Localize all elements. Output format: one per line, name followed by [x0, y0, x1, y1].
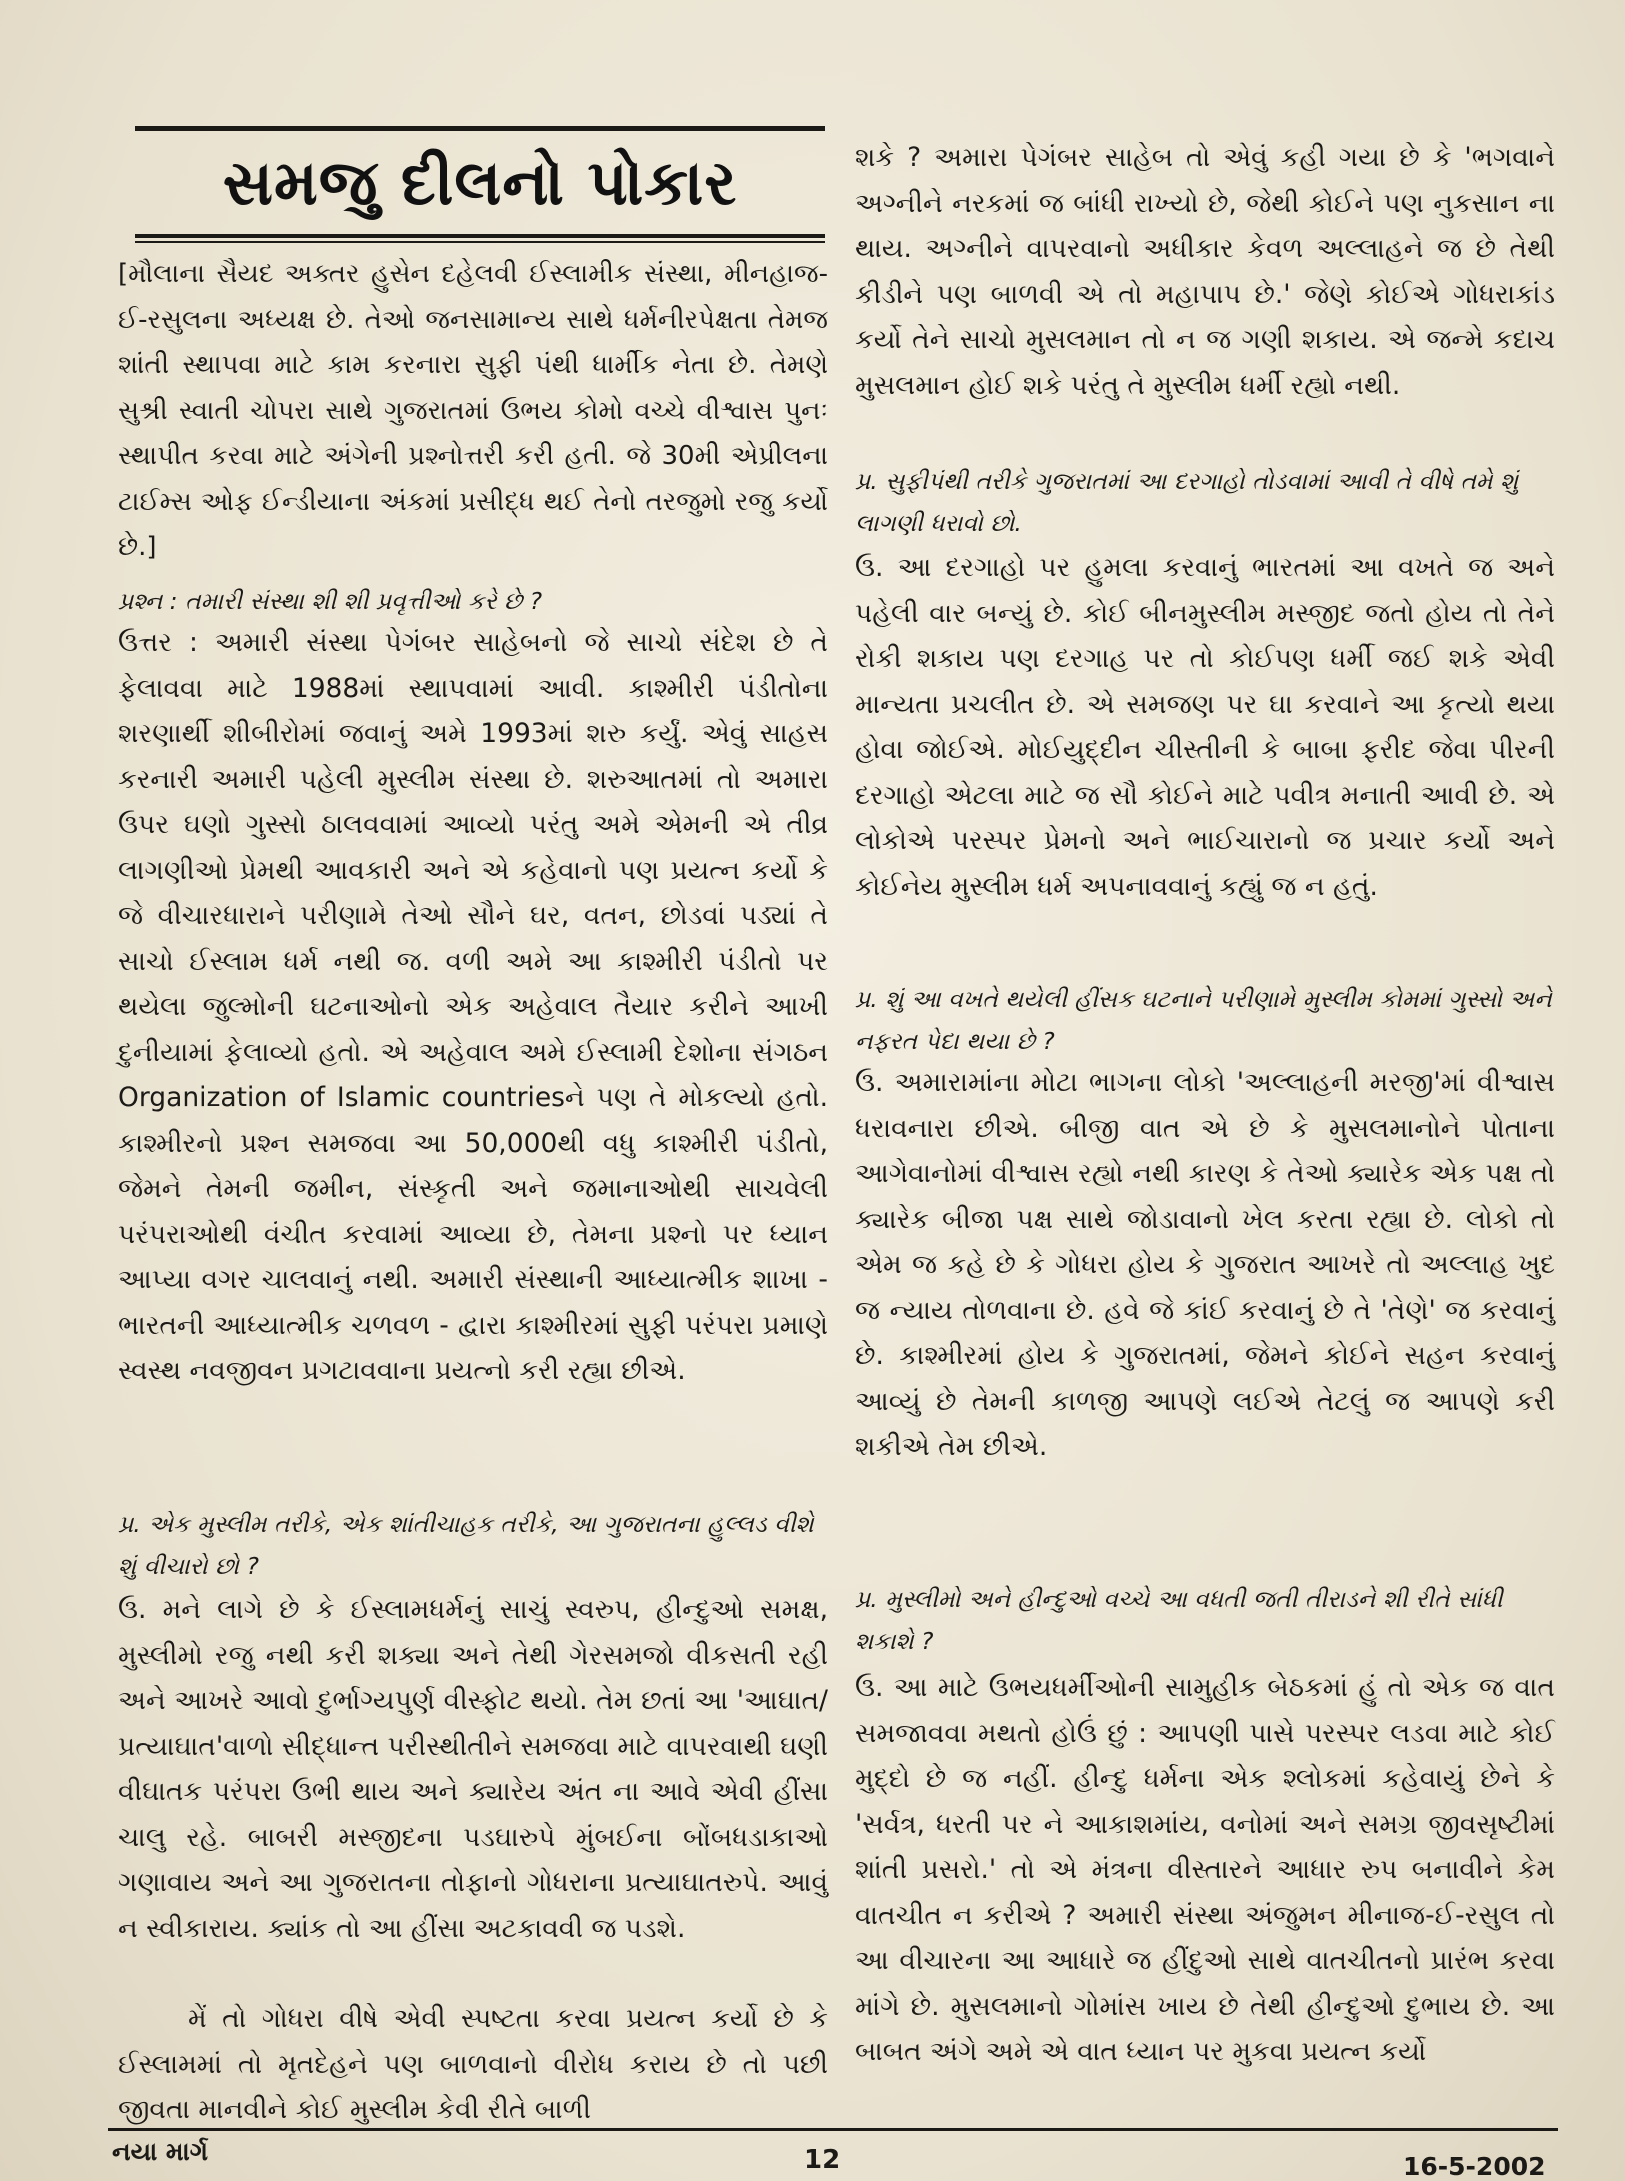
answer-2: ઉ. મને લાગે છે કે ઈસ્લામધર્મનું સાચું સ્વરુપ, હીન્દુઓ સમક્ષ, મુસ્લીમો રજુ નથી કરી શક્યા અને તેથી ગેરસમજો વીકસતી રહી અને આખરે આવો દુર્ભાગ્યપુર્ણ વીસ્ફોટ થયો. તેમ છતાં આ 'આઘાત/પ્રત્યાઘાત'વાળો સીદ્ધાન્ત પરીસ્થીતીને સમજવા માટે વાપરવાથી ઘણી વીઘાતક પરંપરા ઉભી થાય અને ક્યારેય અંત ના આવે એવી હીંસા ચાલુ રહે. બાબરી મસ્જીદના પડઘારુપે મુંબઈના બોંબધડાકાઓ ગણાવાય અને આ ગુજરાતના તોફાનો ગોધરાના પ્રત્યાઘાતરુપે. આવું ન સ્વીકારાય. ક્યાંક તો આ હીંસા અટકાવવી જ પડશે. [118, 1594, 828, 1944]
question-2: પ્ર. એક મુસ્લીમ તરીકે, એક શાંતીચાહક તરીકે, આ ગુજરાતના હુલ્લડ વીશે શું વીચારો છો ? [118, 1510, 814, 1580]
answer-2-end: શકે ? અમારા પેગંબર સાહેબ તો એવું કહી ગયા છે કે 'ભગવાને અગ્નીને નરકમાં જ બાંધી રાખ્યો છે, જેથી કોઈને પણ નુકસાન ના થાય. અગ્નીને વાપરવાનો અધીકાર કેવળ અલ્લાહને જ છે તેથી કીડીને પણ બાળવી એ તો મહાપાપ છે.' જેણે કોઈએ ગોધરાકાંડ કર્યો તેને સાચો મુસલમાન તો ન જ ગણી શકાય. એ જન્મે કદાચ મુસલમાન હોઈ શકે પરંતુ તે મુસ્લીમ ધર્મી રહ્યો નથી. [855, 142, 1555, 401]
question-5: પ્ર. મુસ્લીમો અને હીન્દુઓ વચ્ચે આ વધતી જતી તીરાડને શી રીતે સાંધી શકાશે ? [855, 1585, 1503, 1655]
issue-date: 16-5-2002 [1403, 2152, 1546, 2181]
answer-3: ઉ. આ દરગાહો પર હુમલા કરવાનું ભારતમાં આ વખતે જ અને પહેલી વાર બન્યું છે. કોઈ બીનમુસ્લીમ મસ્જીદ જતો હોય તો તેને રોકી શકાય પણ દરગાહ પર તો કોઈપણ ધર્મી જઈ શકે એવી માન્યતા પ્રચલીત છે. એ સમજણ પર ઘા કરવાને આ કૃત્યો થયા હોવા જોઈએ. મોઈયુદ્દીન ચીસ્તીની કે બાબા ફરીદ જેવા પીરની દરગાહો એટલા માટે જ સૌ કોઈને માટે પવીત્ર મનાતી આવી છે. એ લોકોએ પરસ્પર પ્રેમનો અને ભાઈચારાનો જ પ્રચાર કર્યો અને કોઈનેય મુસ્લીમ ધર્મ અપનાવવાનું કહ્યું જ ન હતું. [855, 552, 1555, 902]
answer-2-continued: મેં તો ગોધરા વીષે એવી સ્પષ્ટતા કરવા પ્રયત્ન કર્યો છે કે ઈસ્લામમાં તો મૃતદેહને પણ બાળવાનો વીરોધ કરાય છે તો પછી જીવતા માનવીને કોઈ મુસ્લીમ કેવી રીતે બાળી [118, 2003, 828, 2125]
article-title: સમજુ દીલનો પોકાર [222, 146, 738, 219]
answer-1: ઉત્તર : અમારી સંસ્થા પેગંબર સાહેબનો જે સાચો સંદેશ છે તે ફેલાવવા માટે 1988માં સ્થાપવામાં આવી. કાશ્મીરી પંડીતોના શરણાર્થી શીબીરોમાં જવાનું અમે 1993માં શરુ કર્યું. એવું સાહસ કરનારી અમારી પહેલી મુસ્લીમ સંસ્થા છે. શરુઆતમાં તો અમારા ઉપર ઘણો ગુસ્સો ઠાલવવામાં આવ્યો પરંતુ અમે એમની એ તીવ્ર લાગણીઓ પ્રેમથી આવકારી અને એ કહેવાનો પણ પ્રયત્ન કર્યો કે જે વીચારધારાને પરીણામે તેઓ સૌને ઘર, વતન, છોડવાં પડ્યાં તે સાચો ઈસ્લામ ધર્મ નથી જ. વળી અમે આ કાશ્મીરી પંડીતો પર થયેલા જુલ્મોની ઘટનાઓનો એક અહેવાલ તૈયાર કરીને આખી દુનીયામાં ફેલાવ્યો હતો. એ અહેવાલ અમે ઈસ્લામી દેશોના સંગઠન Organization of Islamic countriesને પણ તે મોકલ્યો હતો. કાશ્મીરનો પ્રશ્ન સમજવા આ 50,000થી વધુ કાશ્મીરી પંડીતો, જેમને તેમની જમીન, સંસ્કૃતી અને જમાનાઓથી સાચવેલી પરંપરાઓથી વંચીત કરવામાં આવ્યા છે, તેમના પ્રશ્નો પર ધ્યાન આપ્યા વગર ચાલવાનું નથી. અમારી સંસ્થાની આધ્યાત્મીક શાખા - ભારતની આધ્યાત્મીક ચળવળ - દ્વારા કાશ્મીરમાં સુફી પરંપરા પ્રમાણે સ્વસ્થ નવજીવન પ્રગટાવવાના પ્રયત્નો કરી રહ્યા છીએ. [118, 627, 828, 1386]
footer-rule [108, 2128, 1558, 2131]
title-box [135, 128, 825, 238]
page-number: 12 [804, 2145, 841, 2175]
article-intro: [મૌલાના સૈયદ અક્તર હુસેન દહેલવી ઈસ્લામીક સંસ્થા, મીનહાજ-ઈ-રસુલના અધ્યક્ષ છે. તેઓ જનસામાન્ય સાથે ધર્મનીરપેક્ષતા તેમજ શાંતી સ્થાપવા માટે કામ કરનારા સુફી પંથી ધાર્મીક નેતા છે. તેમણે સુશ્રી સ્વાતી ચોપરા સાથે ગુજરાતમાં ઉભય કોમો વચ્ચે વીશ્વાસ પુનઃ સ્થાપીત કરવા માટે અંગેની પ્રશ્નોત્તરી કરી હતી. જે 30મી એપ્રીલના ટાઈમ્સ ઓફ ઈન્ડીયાના અંકમાં પ્રસીદ્ધ થઈ તેનો તરજુમો રજુ કર્યો છે.] [118, 259, 828, 562]
answer-4: ઉ. અમારામાંના મોટા ભાગના લોકો 'અલ્લાહની મરજી'માં વીશ્વાસ ધરાવનારા છીએ. બીજી વાત એ છે કે મુસલમાનોને પોતાના આગેવાનોમાં વીશ્વાસ રહ્યો નથી કારણ કે તેઓ ક્યારેક એક પક્ષ તો ક્યારેક બીજા પક્ષ સાથે જોડાવાનો ખેલ કરતા રહ્યા છે. લોકો તો એમ જ કહે છે કે ગોધરા હોય કે ગુજરાત આખરે તો અલ્લાહ ખુદ જ ન્યાય તોળવાના છે. હવે જે કાંઈ કરવાનું છે તે 'તેણે' જ કરવાનું છે. કાશ્મીરમાં હોય કે ગુજરાતમાં, જેમને કોઈને સહન કરવાનું આવ્યું છે તેમની કાળજી આપણે લઈએ તેટલું જ આપણે કરી શકીએ તેમ છીએ. [855, 1067, 1555, 1462]
publication-name: નયા માર્ગ [112, 2137, 208, 2166]
question-3: પ્ર. સુફીપંથી તરીકે ગુજરાતમાં આ દરગાહો તોડવામાં આવી તે વીષે તમે શું લાગણી ધરાવો છો. [855, 467, 1519, 537]
title-bottom-rule-thin [135, 241, 825, 243]
question-4: પ્ર. શું આ વખતે થયેલી હીંસક ઘટનાને પરીણામે મુસ્લીમ કોમમાં ગુસ્સો અને નફરત પેદા થયા છે ? [855, 985, 1552, 1055]
answer-5: ઉ. આ માટે ઉભયધર્મીઓની સામુહીક બેઠકમાં હું તો એક જ વાત સમજાવવા મથતો હોઉં છું : આપણી પાસે પરસ્પર લડવા માટે કોઈ મુદ્દો છે જ નહીં. હીન્દુ ધર્મના એક શ્લોકમાં કહેવાયું છેને કે 'સર્વત્ર, ધરતી પર ને આકાશમાંય, વનોમાં અને સમગ્ર જીવસૃષ્ટીમાં શાંતી પ્રસરો.' તો એ મંત્રના વીસ્તારને આધાર રુપ બનાવીને કેમ વાતચીત ન કરીએ ? અમારી સંસ્થા અંજુમન મીનાજ-ઈ-રસુલ તો આ વીચારના આ આધારે જ હીંદુઓ સાથે વાતચીતનો પ્રારંભ કરવા માંગે છે. મુસલમાનો ગોમાંસ ખાય છે તેથી હીન્દુઓ દુભાય છે. આ બાબત અંગે અમે એ વાત ધ્યાન પર મુકવા પ્રયત્ન કર્યો [855, 1672, 1555, 2067]
question-1: પ્રશ્ન : તમારી સંસ્થા શી શી પ્રવૃત્તીઓ કરે છે ? [118, 587, 543, 615]
